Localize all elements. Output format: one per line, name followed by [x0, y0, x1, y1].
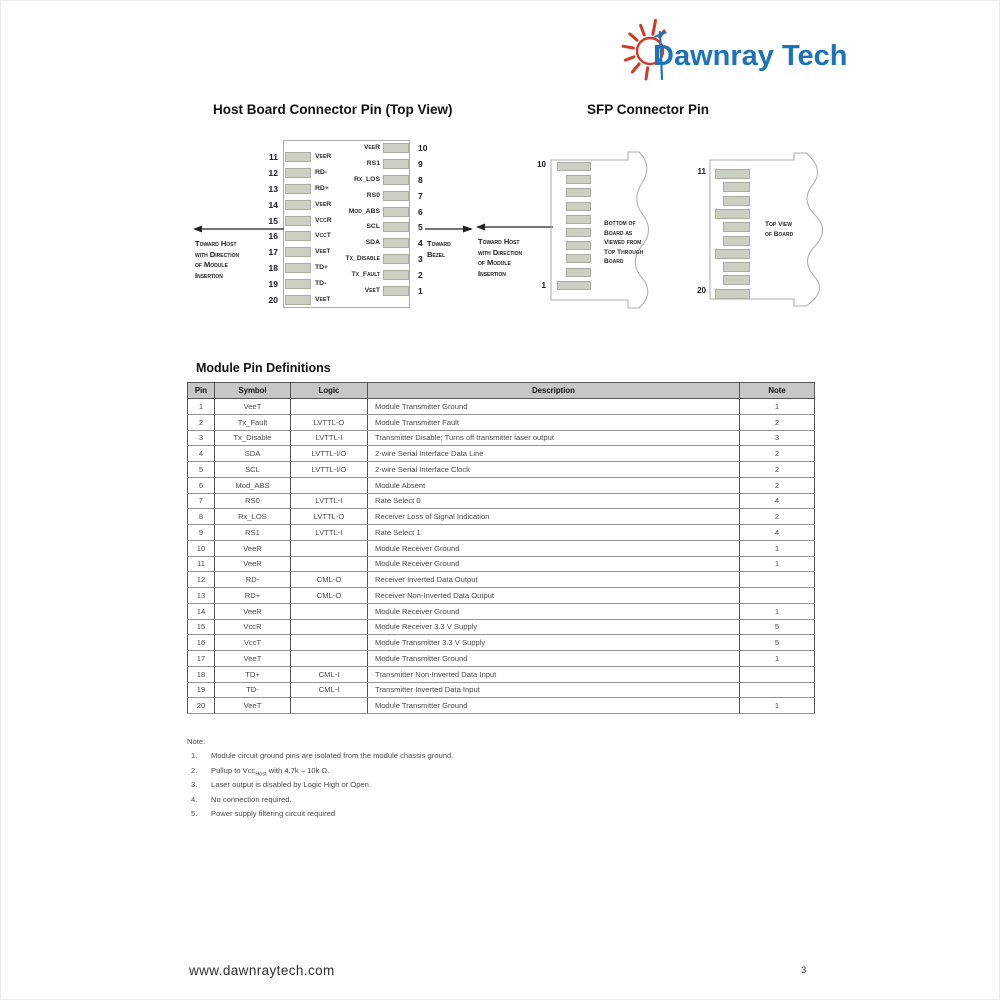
toward-bezel-annotation — [425, 221, 477, 260]
table-cell: 1 — [740, 603, 815, 619]
connector-pad — [723, 262, 750, 272]
toward-host-annotation — [193, 221, 287, 281]
table-row — [188, 682, 815, 698]
note-item — [187, 764, 827, 779]
table-cell: Module Transmitter Ground — [368, 651, 740, 667]
connector-pad — [723, 182, 750, 192]
table-cell: Rate Select 0 — [368, 493, 740, 509]
table-cell: LVTTL-I/O — [291, 462, 368, 478]
table-row — [188, 666, 815, 682]
pin-label: VeeT — [364, 286, 380, 294]
caption-line: Board as — [604, 229, 633, 237]
table-cell — [291, 619, 368, 635]
table-cell: Module Receiver 3.3 V Supply — [368, 619, 740, 635]
table-cell: Module Receiver Ground — [368, 540, 740, 556]
table-cell: CML-I — [291, 666, 368, 682]
note-text: Power supply filtering circuit required — [211, 809, 336, 818]
annotation-line: Toward Host — [478, 237, 520, 246]
company-logo — [616, 11, 856, 91]
note-number: 3. — [191, 780, 198, 789]
connector-pad — [566, 228, 591, 237]
pin-number: 16 — [268, 231, 278, 242]
pin-label: RS1 — [366, 159, 380, 167]
connector-pad — [566, 254, 591, 263]
table-cell: 2 — [188, 414, 215, 430]
connector-pad — [383, 238, 409, 248]
board-caption — [604, 219, 643, 267]
table-cell — [291, 556, 368, 572]
table-cell: 2 — [740, 477, 815, 493]
pin-number: 14 — [268, 199, 278, 210]
pin-label: VeeT — [315, 248, 331, 256]
caption-line: Top View — [765, 221, 792, 228]
table-cell: 14 — [188, 603, 215, 619]
table-cell: 10 — [188, 540, 215, 556]
connector-pad — [383, 222, 409, 232]
table-cell — [740, 666, 815, 682]
table-cell: VeeR — [215, 556, 291, 572]
connector-pad — [566, 241, 591, 250]
annotation-line: Insertion — [195, 270, 223, 280]
note-number: 1. — [191, 751, 198, 760]
connector-pad — [566, 215, 591, 224]
table-row — [188, 525, 815, 541]
pin-number: 11 — [269, 152, 278, 162]
table-cell: LVTTL-I/O — [291, 446, 368, 462]
table-cell: 2 — [740, 414, 815, 430]
table-cell: 5 — [740, 635, 815, 651]
table-cell: 1 — [740, 556, 815, 572]
table-cell: 11 — [188, 556, 215, 572]
pin-label: SCL — [366, 223, 380, 231]
connector-pad — [723, 275, 750, 285]
table-row — [188, 698, 815, 714]
table-cell: Module Transmitter Ground — [368, 399, 740, 415]
pin-label: Mod_ABS — [348, 207, 380, 215]
pin-label: VeeR — [363, 144, 380, 151]
table-cell: 5 — [188, 462, 215, 478]
pin-label: VeeR — [315, 153, 332, 160]
table-cell — [291, 399, 368, 415]
connector-pad — [285, 295, 311, 305]
annotation-line: with Direction — [478, 247, 523, 257]
table-cell: LVTTL-I — [291, 493, 368, 509]
connector-pad — [715, 169, 750, 179]
table-cell: 7 — [188, 493, 215, 509]
table-cell: LVTTL-I — [291, 430, 368, 446]
note-text: Module circuit ground pins are isolated from the module chassis ground. — [211, 751, 454, 760]
table-header-row — [188, 383, 815, 399]
table-cell: Receiver Non-Inverted Data Output — [368, 588, 740, 604]
table-cell: RD+ — [215, 588, 291, 604]
pin-label: Tx_Fault — [351, 271, 380, 279]
table-cell: SDA — [215, 446, 291, 462]
table-cell: RS0 — [215, 493, 291, 509]
table-row — [188, 619, 815, 635]
table-cell: 5 — [740, 619, 815, 635]
connector-pad — [723, 236, 750, 246]
pin-number: 11 — [697, 167, 706, 176]
table-cell: 1 — [188, 399, 215, 415]
pin-number: 13 — [268, 183, 278, 194]
table-row — [188, 509, 815, 525]
pin-label: VccR — [315, 216, 332, 224]
table-cell: Module Transmitter Ground — [368, 698, 740, 714]
table-row — [188, 651, 815, 667]
caption-line: Bottom of — [604, 220, 636, 227]
connector-pad — [723, 196, 750, 206]
table-cell: 3 — [740, 430, 815, 446]
table-row — [188, 477, 815, 493]
notes-section — [187, 737, 827, 822]
table-cell: 2 — [740, 509, 815, 525]
note-number: 4. — [191, 794, 198, 804]
table-cell: RD- — [215, 572, 291, 588]
table-cell: 17 — [188, 651, 215, 667]
pin-label: RD- — [315, 168, 328, 176]
connector-pad — [557, 281, 591, 290]
table-cell — [291, 540, 368, 556]
table-row — [188, 556, 815, 572]
pin-label: TD+ — [315, 264, 329, 272]
pin-number: 20 — [697, 286, 706, 295]
table-header-cell: Pin — [188, 383, 215, 399]
pin-number: 20 — [268, 294, 278, 305]
table-cell: Transmitter Disable; Turns off transmitter laser output — [368, 430, 740, 446]
table-header-cell: Description — [368, 383, 740, 399]
annotation-line: of Module — [195, 260, 228, 269]
note-text: Pullup to Vcc$_{Host}$ with 4.7k – 10k Ω. — [211, 765, 330, 778]
connector-pad — [557, 162, 591, 171]
pin-number: 1 — [541, 281, 546, 290]
table-header-cell: Symbol — [215, 383, 291, 399]
note-number: 5. — [191, 809, 198, 818]
table-cell: 2 — [740, 462, 815, 478]
pin-label: RD+ — [315, 184, 329, 192]
table-cell — [740, 572, 815, 588]
connector-pad — [715, 249, 750, 259]
board-outline — [689, 143, 839, 318]
table-cell: Module Receiver Ground — [368, 603, 740, 619]
table-row — [188, 462, 815, 478]
pin-number: 3 — [418, 254, 423, 265]
table-cell: RS1 — [215, 525, 291, 541]
table-row — [188, 603, 815, 619]
note-item — [187, 749, 827, 764]
table-cell: CML-O — [291, 572, 368, 588]
table-cell: 3 — [188, 430, 215, 446]
table-cell — [291, 477, 368, 493]
table-cell: 13 — [188, 588, 215, 604]
table-cell: VeeT — [215, 651, 291, 667]
table-title: Module Pin Definitions — [196, 361, 331, 375]
table-cell: VeeT — [215, 698, 291, 714]
table-cell: 4 — [740, 525, 815, 541]
table-cell: CML-I — [291, 682, 368, 698]
connector-pad — [566, 268, 591, 277]
table-cell: 9 — [188, 525, 215, 541]
table-cell: 12 — [188, 572, 215, 588]
pin-number: 18 — [268, 263, 278, 274]
table-row — [188, 493, 815, 509]
table-cell: 8 — [188, 509, 215, 525]
table-cell: LVTTL-O — [291, 414, 368, 430]
pin-number: 19 — [268, 279, 278, 290]
table-row — [188, 414, 815, 430]
table-row — [188, 446, 815, 462]
connector-pad — [383, 286, 409, 296]
pin-number: 12 — [268, 167, 278, 178]
table-cell: Mod_ABS — [215, 477, 291, 493]
table-cell: 4 — [740, 493, 815, 509]
table-cell: CML-O — [291, 588, 368, 604]
pin-number: 15 — [268, 215, 278, 226]
table-cell — [291, 651, 368, 667]
caption-line: Top Through — [604, 248, 644, 256]
connector-pad — [383, 254, 409, 264]
table-cell: 2-wire Serial Interface Clock — [368, 462, 740, 478]
table-cell: Tx_Disable — [215, 430, 291, 446]
table-cell: TD+ — [215, 666, 291, 682]
table-cell: 18 — [188, 666, 215, 682]
table-cell: Receiver Loss of Signal Indication — [368, 509, 740, 525]
annotation-line: with Direction — [195, 249, 240, 259]
table-cell: Module Receiver Ground — [368, 556, 740, 572]
caption-line: Viewed from — [604, 239, 642, 246]
connector-pad — [383, 191, 409, 201]
pin-number: 8 — [418, 174, 423, 185]
note-item — [187, 778, 827, 793]
table-cell — [291, 603, 368, 619]
table-cell: 4 — [188, 446, 215, 462]
table-cell: TD- — [215, 682, 291, 698]
pin-label: Tx_Disable — [345, 255, 380, 263]
pin-number: 2 — [418, 270, 423, 281]
connector-pad — [566, 188, 591, 197]
table-row — [188, 399, 815, 415]
table-row — [188, 540, 815, 556]
table-cell: LVTTL-O — [291, 509, 368, 525]
connector-pad — [715, 209, 750, 219]
annotation-line: Toward Host — [195, 239, 237, 248]
pin-definitions-table — [187, 382, 815, 714]
table-cell: Module Transmitter Fault — [368, 414, 740, 430]
pin-number: 10 — [537, 160, 546, 169]
connector-pad — [566, 175, 591, 184]
pin-label: VccT — [315, 232, 331, 240]
pin-number: 4 — [418, 238, 423, 249]
page-number: 3 — [801, 965, 807, 976]
sfp-top-board-diagram — [689, 143, 839, 318]
connector-pad — [715, 289, 750, 299]
connector-pad — [383, 143, 409, 153]
table-cell: 19 — [188, 682, 215, 698]
pin-label: Rx_LOS — [354, 175, 380, 183]
table-cell: VeeR — [215, 603, 291, 619]
pin-number: 9 — [418, 158, 423, 169]
table-cell: Rate Select 1 — [368, 525, 740, 541]
table-cell: VccR — [215, 619, 291, 635]
pin-label: RS0 — [366, 191, 380, 199]
notes-title: Note: — [187, 737, 206, 746]
left-arrow-icon — [193, 224, 285, 234]
annotation-line: Insertion — [478, 268, 506, 278]
table-cell: 2 — [740, 446, 815, 462]
connector-pad — [383, 207, 409, 217]
table-cell: Transmitter Non-Inverted Data Input — [368, 666, 740, 682]
table-cell: Module Transmitter 3.3 V Supply — [368, 635, 740, 651]
pin-label: VeeR — [315, 200, 332, 208]
table-header-cell: Note — [740, 383, 815, 399]
annotation-line: Bezel — [427, 249, 446, 259]
pin-number: 7 — [418, 190, 423, 201]
table-cell: Module Absent — [368, 477, 740, 493]
note-item — [187, 793, 827, 808]
table-row — [188, 635, 815, 651]
table-row — [188, 430, 815, 446]
table-cell: 2-wire Serial Interface Data Line — [368, 446, 740, 462]
pin-number: 1 — [418, 285, 423, 296]
pin-number: 10 — [418, 143, 428, 153]
table-header-cell: Logic — [291, 383, 368, 399]
board-caption — [765, 220, 793, 239]
connector-pad — [383, 175, 409, 185]
logo-text: Dawnray Tech — [653, 40, 848, 72]
table-cell: VeeT — [215, 399, 291, 415]
table-cell — [740, 588, 815, 604]
connector-pad — [383, 159, 409, 169]
note-number: 2. — [191, 765, 198, 775]
annotation-line: Toward — [427, 239, 451, 248]
host-diagram-title: Host Board Connector Pin (Top View) — [213, 102, 453, 117]
table-cell: Rx_LOS — [215, 509, 291, 525]
pin-label: TD- — [315, 280, 327, 288]
table-cell: Transmitter Inverted Data Input — [368, 682, 740, 698]
pin-number: 17 — [268, 247, 278, 258]
table-cell: 1 — [740, 399, 815, 415]
table-cell — [291, 698, 368, 714]
right-arrow-icon — [425, 224, 473, 234]
table-cell: 15 — [188, 619, 215, 635]
table-cell: VccT — [215, 635, 291, 651]
sfp-bottom-board-diagram — [529, 143, 679, 318]
connector-pad — [723, 222, 750, 232]
pin-number: 5 — [418, 222, 423, 233]
table-cell: 1 — [740, 540, 815, 556]
table-cell: Receiver Inverted Data Output — [368, 572, 740, 588]
caption-line: of Board — [765, 230, 794, 238]
annotation-line: of Module — [478, 258, 511, 267]
table-cell: Tx_Fault — [215, 414, 291, 430]
connector-pad — [383, 270, 409, 280]
table-cell: LVTTL-I — [291, 525, 368, 541]
table-cell: VeeR — [215, 540, 291, 556]
table-row — [188, 572, 815, 588]
pin-label: VeeT — [315, 295, 331, 303]
pin-label: SDA — [365, 239, 380, 247]
table-cell: 16 — [188, 635, 215, 651]
table-cell: 6 — [188, 477, 215, 493]
table-cell — [291, 635, 368, 651]
sfp-diagram-title: SFP Connector Pin — [587, 102, 710, 117]
table-row — [188, 588, 815, 604]
note-text: Laser output is disabled by Logic High or Open. — [211, 780, 371, 789]
connector-pad — [566, 202, 591, 211]
pin-number: 6 — [418, 206, 423, 217]
table-cell: SCL — [215, 462, 291, 478]
table-cell: 20 — [188, 698, 215, 714]
caption-line: Board — [604, 258, 624, 265]
table-cell: 1 — [740, 698, 815, 714]
footer-website: www.dawnraytech.com — [189, 963, 335, 978]
table-cell — [740, 682, 815, 698]
table-cell: 1 — [740, 651, 815, 667]
note-item — [187, 807, 827, 822]
note-text: No connection required. — [211, 794, 292, 804]
